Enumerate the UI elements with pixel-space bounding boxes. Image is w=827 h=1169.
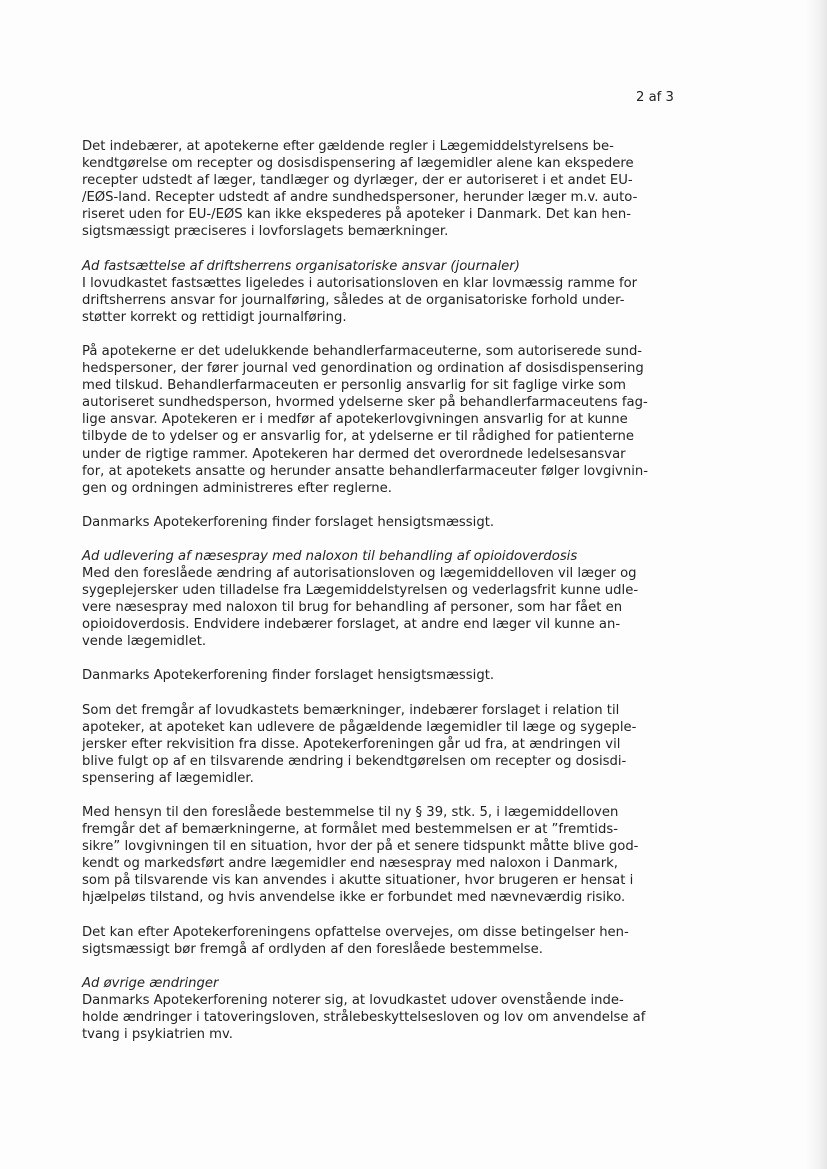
paragraph (82, 924, 682, 958)
section (82, 548, 682, 651)
text-line: sigtsmæssigt bør fremgå af ordlyden af den foreslåede bestemmelse. (82, 941, 543, 957)
text-line: I lovudkastet fastsættes ligeledes i autorisationsloven en klar lovmæssig ramme for (82, 275, 638, 291)
text-line: driftsherrens ansvar for journalføring, således at de organisatoriske forhold under- (82, 292, 625, 308)
text-line: holde ændringer i tatoveringsloven, strålebeskyttelsesloven og lov om anvendelse af (82, 1009, 646, 1025)
section (82, 975, 682, 1043)
section-paragraph (82, 275, 682, 326)
document-body (82, 138, 682, 1060)
text-line: sygeplejersker uden tilladelse fra Lægemiddelstyrelsen og vederlagsfrit kunne udle- (82, 583, 639, 599)
text-line: Det kan efter Apotekerforeningens opfattelse overvejes, om disse betingelser hen- (82, 924, 629, 940)
text-line: vende lægemidlet. (82, 634, 207, 650)
text-line: Danmarks Apotekerforening finder forslaget hensigtsmæssigt. (82, 668, 495, 684)
section-heading: Ad øvrige ændringer (82, 975, 219, 991)
text-line: hedspersoner, der fører journal ved genordination og ordination af dosisdispensering (82, 361, 644, 377)
text-line: tvang i psykiatrien mv. (82, 1027, 233, 1043)
text-line: opioidoverdosis. Endvidere indebærer forslaget, at andre end læger vil kunne an- (82, 617, 621, 633)
text-line: støtter korrekt og rettidigt journalføring. (82, 309, 347, 325)
text-line: Det indebærer, at apotekerne efter gældende regler i Lægemiddelstyrelsens be- (82, 139, 614, 154)
text-line: hjælpeløs tilstand, og hvis anvendelse ikke er forbundet med nævneværdig risiko. (82, 890, 626, 906)
section-paragraph (82, 565, 682, 650)
text-line: gen og ordningen administreres efter reglerne. (82, 480, 392, 496)
text-line: som på tilsvarende vis kan anvendes i akutte situationer, hvor brugeren er hensat i (82, 873, 634, 889)
text-line: Danmarks Apotekerforening noterer sig, at lovudkastet udover ovenstående inde- (82, 992, 624, 1008)
text-line: tilbyde de to ydelser og er ansvarlig for, at ydelserne er til rådighed for patienterne (82, 429, 635, 445)
text-line: vere næsespray med naloxon til brug for behandling af personer, som har fået en (82, 600, 623, 616)
text-line: På apotekerne er det udelukkende behandlerfarmaceuterne, som autoriserede sund- (82, 343, 643, 359)
text-line: kendtgørelse om recepter og dosisdispensering af lægemidler alene kan ekspedere (82, 156, 634, 172)
text-line: under de rigtige rammer. Apotekeren har dermed det overordnede ledelsesansvar (82, 446, 626, 462)
text-line: Danmarks Apotekerforening finder forslaget hensigtsmæssigt. (82, 514, 495, 530)
text-line: /EØS-land. Recepter udstedt af andre sundhedspersoner, herunder læger m.v. auto- (82, 190, 638, 206)
text-line: Som det fremgår af lovudkastets bemærkninger, indebærer forslaget i relation til (82, 702, 620, 718)
section-heading: Ad fastsættelse af driftsherrens organisatoriske ansvar (journaler) (82, 258, 520, 274)
text-line: kendt og markedsført andre lægemidler end næsespray med naloxon i Danmark, (82, 856, 618, 872)
section-paragraph (82, 992, 682, 1043)
text-line: jersker efter rekvisition fra disse. Apotekerforeningen går ud fra, at ændringen vil (82, 736, 621, 752)
text-line: fremgår det af bemærkningerne, at formålet med bestemmelsen er at ”fremtids- (82, 822, 618, 838)
paragraph (82, 702, 682, 787)
paragraph (82, 804, 682, 907)
section-heading: Ad udlevering af næsespray med naloxon til behandling af opioidoverdosis (82, 548, 578, 564)
text-line: Med hensyn til den foreslåede bestemmelse til ny § 39, stk. 5, i lægemiddelloven (82, 805, 619, 820)
paragraph (82, 343, 682, 497)
text-line: spensering af lægemidler. (82, 770, 254, 786)
scan-edge-shadow (805, 0, 827, 1169)
text-line: med tilskud. Behandlerfarmaceuten er personlig ansvarlig for sit faglige virke som (82, 378, 626, 394)
text-line: sikre” lovgivningen til en situation, hvor der på et senere tidspunkt måtte blive god- (82, 839, 639, 855)
text-line: recepter udstedt af læger, tandlæger og dyrlæger, der er autoriseret i et andet EU- (82, 173, 633, 189)
paragraph (82, 138, 682, 241)
paragraph (82, 514, 682, 531)
text-line: autoriseret sundhedsperson, hvormed ydelserne sker på behandlerfarmaceutens fag- (82, 395, 648, 411)
paragraph (82, 667, 682, 684)
text-line: blive fulgt op af en tilsvarende ændring i bekendtgørelsen om recepter og dosisdi- (82, 753, 627, 769)
text-line: apoteker, at apoteket kan udlevere de pågældende lægemidler til læge og sygeple- (82, 719, 637, 735)
text-line: lige ansvar. Apotekeren er i medfør af apotekerlovgivningen ansvarlig for at kunne (82, 412, 628, 428)
page-number: 2 af 3 (636, 90, 674, 105)
text-line: riseret uden for EU-/EØS kan ikke ekspederes på apoteker i Danmark. Det kan hen- (82, 207, 631, 223)
section (82, 258, 682, 326)
text-line: sigtsmæssigt præciseres i lovforslagets bemærkninger. (82, 224, 449, 240)
text-line: for, at apotekets ansatte og herunder ansatte behandlerfarmaceuter følger lovgivnin- (82, 463, 648, 479)
text-line: Med den foreslåede ændring af autorisationsloven og lægemiddelloven vil læger og (82, 565, 637, 581)
